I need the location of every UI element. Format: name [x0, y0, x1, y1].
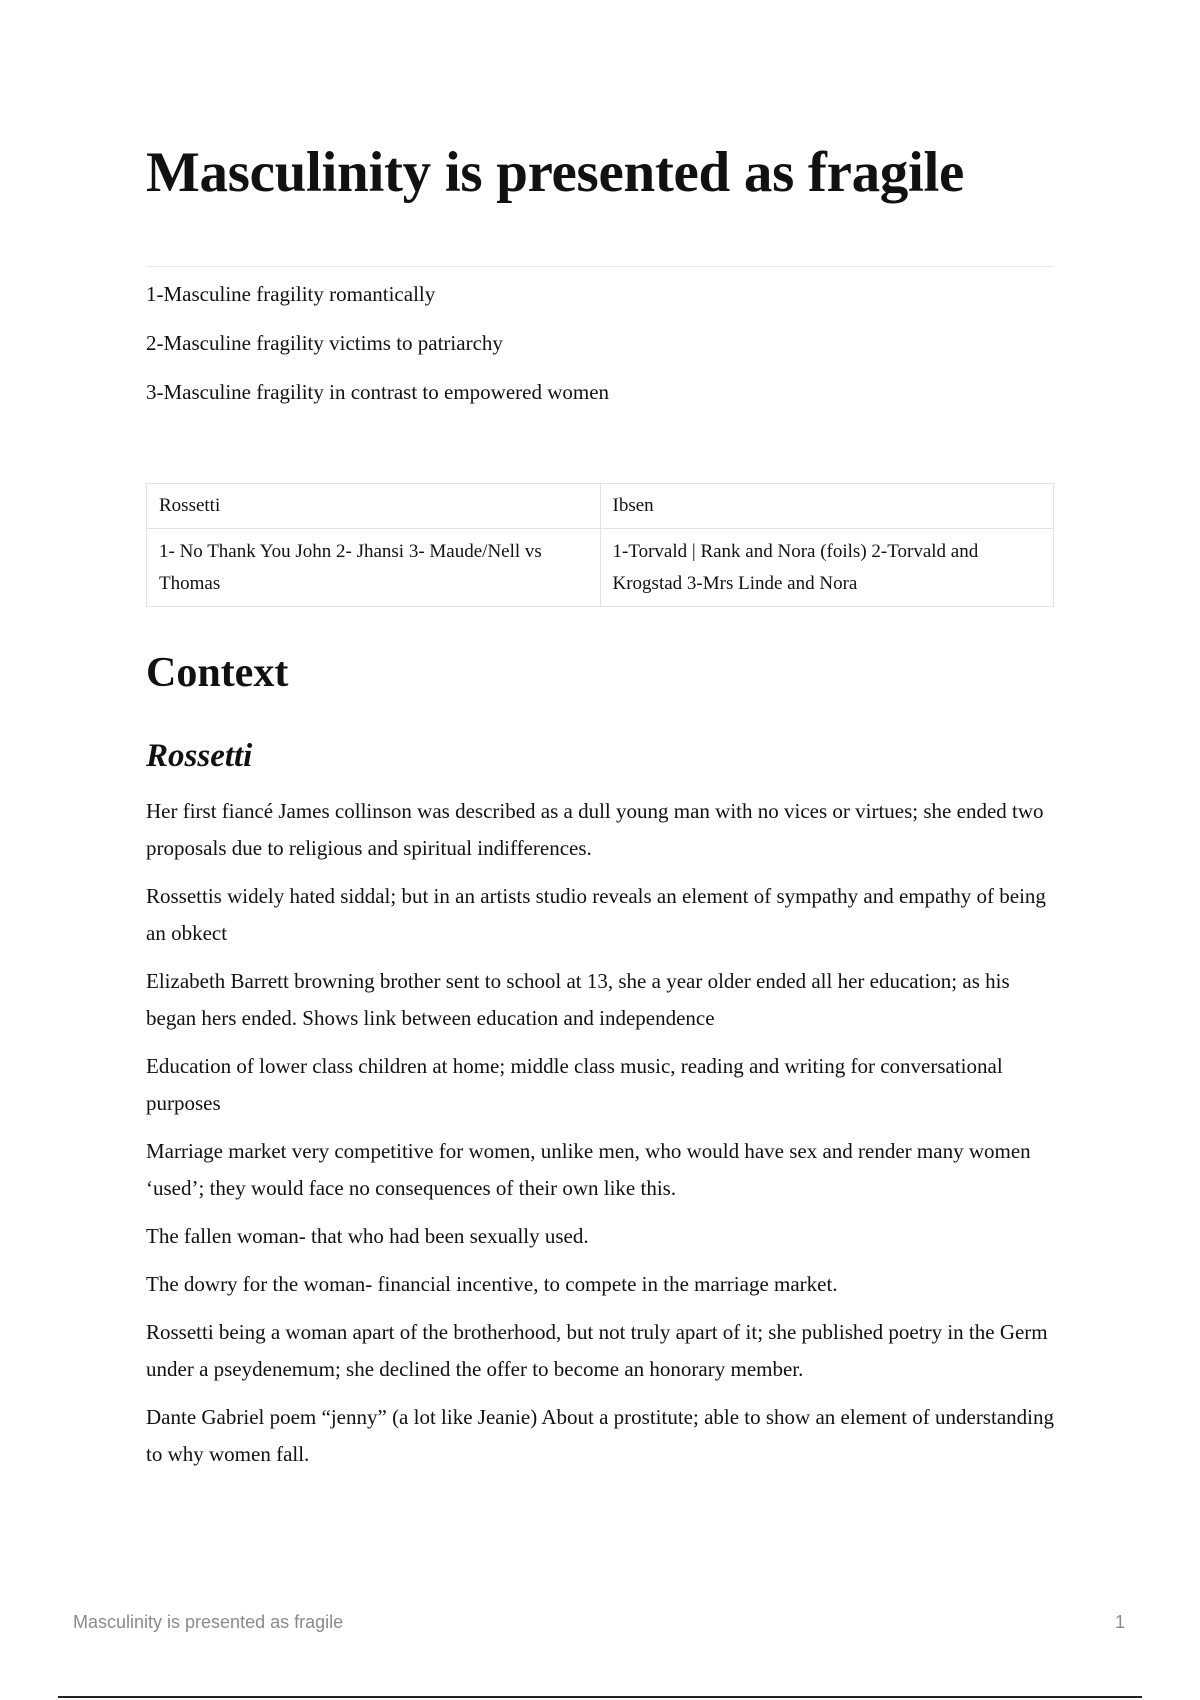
table-header-cell: Ibsen — [600, 484, 1054, 529]
paragraph: Education of lower class children at home; middle class music, reading and writing for conversational purposes — [146, 1054, 1003, 1115]
paragraph: Elizabeth Barrett browning brother sent to school at 13, she a year older ended all her education; as his began hers ended. Shows link between education and independence — [146, 969, 1010, 1030]
footer-page-number: 1 — [1114, 1612, 1125, 1632]
comparison-table — [146, 483, 1054, 607]
paragraph: The dowry for the woman- financial incentive, to compete in the marriage market. — [146, 1272, 838, 1296]
paragraph: Marriage market very competitive for women, unlike men, who would have sex and render many women ‘used’; they would face no consequences of their own like this. — [146, 1139, 1031, 1200]
bottom-rule — [58, 1696, 1142, 1698]
paragraph: Her first fiancé James collinson was described as a dull young man with no vices or virtues; she ended two proposals due to religious and spiritual indifferences. — [146, 799, 1044, 860]
paragraph: Rossetti being a woman apart of the brotherhood, but not truly apart of it; she published poetry in the Germ under a pseydenemum; she declined the offer to become an honorary member. — [146, 1320, 1048, 1381]
outline-item: 1-Masculine fragility romantically — [146, 282, 436, 306]
context-body — [146, 793, 1058, 1484]
section-heading-context: Context — [146, 650, 289, 696]
table-cell: 1-Torvald | Rank and Nora (foils) 2-Torvald and Krogstad 3-Mrs Linde and Nora — [600, 529, 1054, 607]
subsection-heading-rossetti: Rossetti — [146, 738, 253, 774]
title-divider — [146, 266, 1054, 267]
table-row — [147, 529, 1054, 607]
page-title: Masculinity is presented as fragile — [146, 141, 965, 204]
table-header-row — [147, 484, 1054, 529]
outline-item: 2-Masculine fragility victims to patriarchy — [146, 331, 503, 355]
paragraph: The fallen woman- that who had been sexually used. — [146, 1224, 589, 1248]
footer-title: Masculinity is presented as fragile — [73, 1612, 344, 1632]
outline-list — [146, 279, 609, 426]
paragraph: Dante Gabriel poem “jenny” (a lot like Jeanie) About a prostitute; able to show an element of understanding to why women fall. — [146, 1405, 1054, 1466]
table-cell: 1- No Thank You John 2- Jhansi 3- Maude/Nell vs Thomas — [147, 529, 601, 607]
table-header-cell: Rossetti — [147, 484, 601, 529]
paragraph: Rossettis widely hated siddal; but in an artists studio reveals an element of sympathy and empathy of being an obkect — [146, 884, 1046, 945]
outline-item: 3-Masculine fragility in contrast to empowered women — [146, 380, 610, 404]
